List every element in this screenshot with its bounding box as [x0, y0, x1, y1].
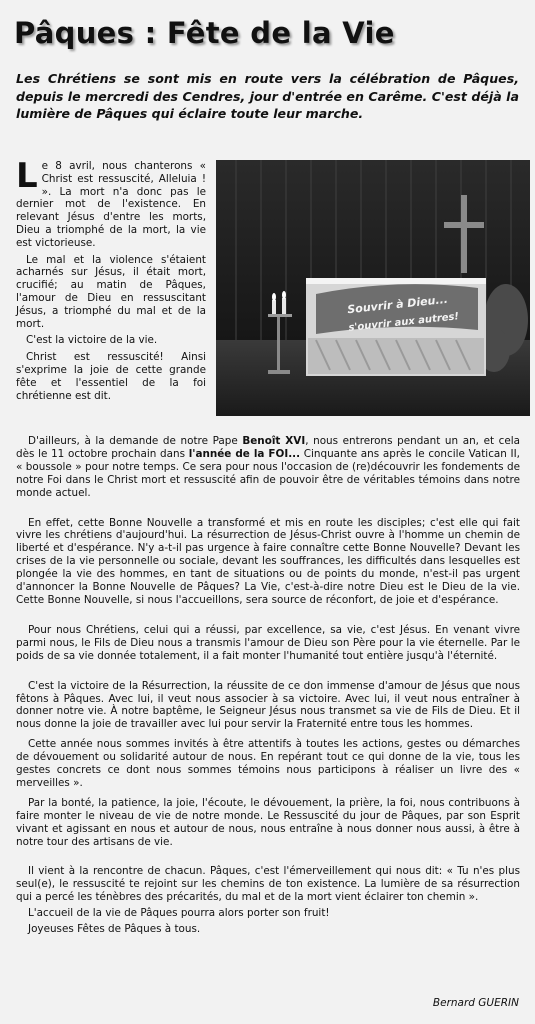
intro-paragraph-3: C'est la victoire de la vie.: [26, 334, 158, 347]
body-paragraph-1-end: Cinquante ans après le concile Vatican II, « boussole » pour notre temps. Ce sera pour nous l'occasion de (re)découvrir les fondements de notre Foi dans le Christ mort et ressuscité afin de pouvoir être de véritables témoins dans notre monde actuel.: [16, 447, 520, 499]
author-signature: Bernard GUERIN: [432, 997, 519, 1009]
body-paragraph-1-middle: , nous entrerons pendant un an, et cela dès le 11 octobre prochain dans: [16, 435, 520, 460]
body-paragraph-6: Par la bonté, la patience, la joie, l'écoute, le dévouement, la prière, la foi, nous contribuons à faire monter le niveau de vie de notre monde. Le Ressuscité du jour de Pâques, par son Esprit vivant et agissant en nous et autour de nous, nous entraîne à nous donner nous aussi, à être à notre tour des artisans de vie.: [16, 796, 520, 848]
intro-paragraph-1: [16, 156, 206, 250]
body-paragraph-4: C'est la victoire de la Résurrection, la réussite de ce don immense d'amour de Jésus que nous fêtons à Pâques. Avec lui, il veut nous associer à sa victoire. Avec lui, il veut nous entraîner à donner notre vie. À notre baptême, le Seigneur Jésus nous transmet sa vie de Fils de Dieu. Et il nous donne la joie de travailler avec lui pour servir la Fraternité entre tous les hommes.: [16, 679, 520, 731]
pope-name: Benoît XVI: [242, 435, 306, 447]
body-paragraph-7: Il vient à la rencontre de chacun. Pâques, c'est l'émerveillement qui nous dit: « Tu n'es plus seul(e), le ressuscité te rejoint sur les chemins de ton existence. La lumière de sa résurrection qui a percé les ténèbres des précarités, du mal et de la mort vient éclairer ton chemin ».: [16, 865, 520, 904]
intro-paragraph-4: Christ est ressuscité! Ainsi s'exprime la joie de cette grande fête et l'essentiel de la foi chrétienne est dit.: [16, 351, 206, 402]
body-paragraph-5: Cette année nous sommes invités à être attentifs à toutes les actions, gestes ou démarches de dévouement ou solidarité autour de nous. En repérant tout ce qui donne de la vie, tous les gestes concrets ce dont nous sommes témoins nous participons à réaliser un livre des « merveilles ».: [16, 738, 520, 789]
altar-photo: [216, 160, 530, 416]
banner-line-2: s'ouvrir aux autres!: [347, 311, 460, 334]
body-paragraph-2: En effet, cette Bonne Nouvelle a transformé et mis en route les disciples; c'est elle qui fait vivre les chrétiens d'aujourd'hui. La résurrection de Jésus-Christ ouvre à l'homme un chemin de liberté et d'espérance. N'y a-t-il pas urgence à faire connaître cette Bonne Nouvelle? Devant les crises de la vie personnelle ou sociale, devant les souffrances, les difficultés dans lesquelles est plongée la vie des hommes, en tant de situations ou de points du monde, n'est-il pas urgent d'annoncer la Bonne Nouvelle de Pâques? La Vie, c'est-à-dire notre Dieu est le Dieu de la vie. Cette Bonne Nouvelle, si nous l'accueillons, sera source de réconfort, de joie et d'espérance.: [16, 516, 520, 606]
body-paragraph-8: L'accueil de la vie de Pâques pourra alors porter son fruit!: [28, 907, 330, 920]
intro-paragraph-2: Le mal et la violence s'étaient acharnés sur Jésus, il était mort, crucifié; au matin de Pâques, l'amour de Dieu en ressuscitant Jésus, a triomphé du mal et de la mort.: [16, 253, 206, 330]
drop-cap: L: [16, 156, 38, 196]
body-paragraph-1-start: D'ailleurs, à la demande de notre Pape: [28, 435, 243, 447]
body-paragraph-1: [16, 435, 520, 500]
intro-paragraph-1-text: e 8 avril, nous chanterons « Christ est ressuscité, Alleluia ! ». La mort n'a donc pas le dernier mot de l'existence. En relevant Jésus d'entre les morts, Dieu a triomphé de la mort, la vie est victorieuse.: [16, 160, 206, 249]
banner-line-1: Souvrir à Dieu...: [346, 292, 449, 317]
altar-banner: [316, 284, 478, 334]
article-title: Pâques : Fête de la Vie: [14, 16, 395, 50]
article-body: [16, 435, 520, 939]
year-of-faith: l'année de la FOI...: [188, 447, 301, 460]
body-paragraph-3: Pour nous Chrétiens, celui qui a réussi, par excellence, sa vie, c'est Jésus. En venant vivre parmi nous, le Fils de Dieu nous a transmis l'amour de Dieu son Père pour la vie éternelle. Par le poids de sa vie donnée totalement, il a fait monter l'humanité tout entière jusqu'à l'éternité.: [16, 623, 520, 662]
altar-photo-illustration: [216, 160, 530, 416]
body-paragraph-9: Joyeuses Fêtes de Pâques à tous.: [28, 923, 201, 936]
article-lead: Les Chrétiens se sont mis en route vers la célébration de Pâques, depuis le mercredi des Cendres, jour d'entrée en Carême. C'est déjà la lumière de Pâques qui éclaire toute leur marche.: [16, 71, 519, 121]
intro-column: [16, 156, 206, 406]
